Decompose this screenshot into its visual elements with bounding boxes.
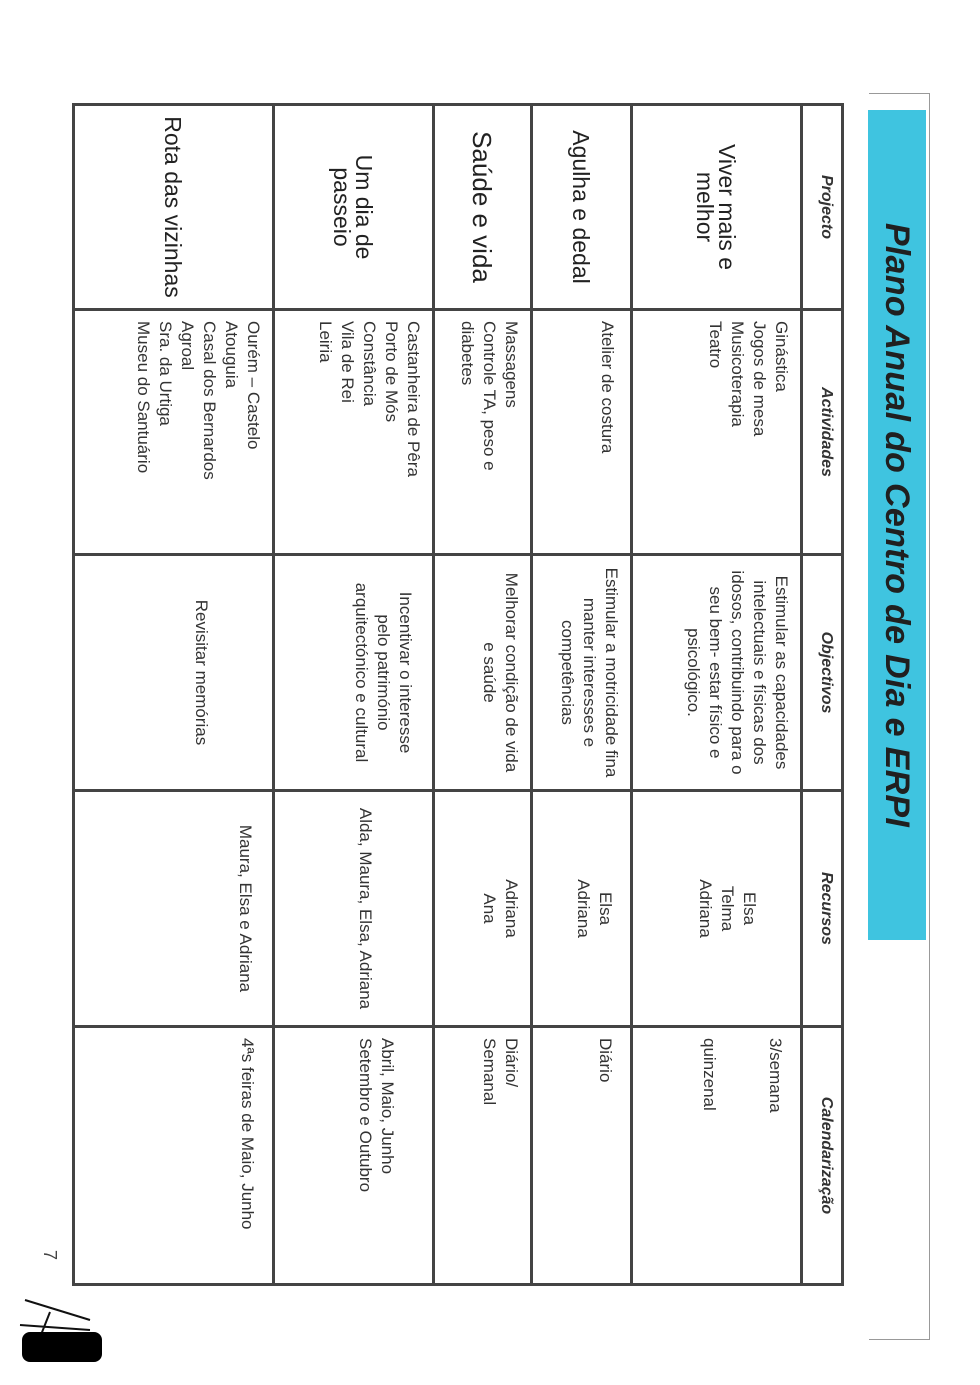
resource-item: Telma	[718, 885, 737, 932]
activity-item: Casal dos Bernardos	[200, 321, 219, 480]
activity-item: Atouguia	[222, 321, 241, 389]
objective-line: Melhorar condição de vida	[502, 572, 521, 773]
schedule-cell	[434, 1027, 532, 1285]
schedule-cell	[274, 1027, 434, 1285]
signature-mark	[15, 1290, 110, 1370]
schedule-item: Abril, Maio, Junho	[378, 1038, 397, 1175]
activity-item: Jogos de mesa	[750, 321, 769, 437]
project-cell: Viver mais e melhor	[632, 105, 802, 310]
header-actividades: Actividades	[802, 310, 843, 555]
objectives-cell	[74, 555, 274, 791]
objectives-cell	[532, 555, 632, 791]
activities-cell	[632, 310, 802, 555]
activity-item: Teatro	[706, 321, 725, 369]
activity-item: Ginástica	[772, 321, 791, 392]
objectives-cell	[434, 555, 532, 791]
objective-line: Revisitar memórias	[192, 599, 211, 746]
table-header-row	[802, 105, 843, 1285]
resources-cell	[434, 791, 532, 1027]
header-recursos: Recursos	[802, 791, 843, 1027]
objective-line: Incentivar o interesse	[396, 591, 415, 754]
schedule-cell	[532, 1027, 632, 1285]
schedule-item: 4ªs feiras de Maio, Junho	[238, 1038, 257, 1230]
table-row	[74, 105, 274, 1285]
activities-cell	[434, 310, 532, 555]
activity-item: Agroal	[178, 321, 197, 371]
table-row	[632, 105, 802, 1285]
activity-item: Constância	[360, 321, 379, 407]
schedule-item: quinzenal	[700, 1038, 719, 1111]
activities-cell	[74, 310, 274, 555]
page-title: Plano Anual do Centro de Dia e ERPI	[878, 222, 917, 828]
activity-item: Atelier de costura	[598, 321, 617, 454]
objective-line: competências	[558, 620, 577, 725]
objective-line: intelectuais e físicas dos	[750, 580, 769, 765]
activity-item: Porto de Mós	[382, 321, 401, 423]
objective-line: psicológico.	[684, 628, 703, 717]
activities-cell	[532, 310, 632, 555]
resource-item: Adriana	[574, 879, 593, 938]
activity-item: Castanheira de Pêra	[404, 321, 423, 477]
activity-item: Controle TA, peso e	[480, 321, 499, 471]
objective-line: seu bem- estar físico e	[706, 586, 725, 759]
activity-item: Massagens	[502, 321, 521, 408]
project-cell: Rota das vizinhas	[74, 105, 274, 310]
resource-item: Elsa	[596, 891, 615, 926]
schedule-cell	[632, 1027, 802, 1285]
activity-item: Museu do Santuário	[134, 321, 153, 474]
title-band	[868, 110, 926, 940]
schedule-cell	[74, 1027, 274, 1285]
schedule-item	[720, 1038, 742, 1273]
activity-item: Vila de Rei	[338, 321, 357, 403]
resource-item: Adriana	[696, 879, 715, 938]
resource-item: Maura, Elsa e Adriana	[236, 824, 255, 993]
resource-item: Ana	[480, 893, 499, 924]
activity-item: Leiria	[316, 321, 335, 363]
page-number: 7	[40, 1250, 60, 1261]
table-row	[274, 105, 434, 1285]
project-cell: Um dia de passeio	[274, 105, 434, 310]
objective-line: Estimular as capacidades	[772, 575, 791, 770]
objective-line: e saúde	[480, 642, 499, 703]
schedule-item: Semanal	[480, 1038, 499, 1106]
resource-item: Alda, Maura, Elsa, Adriana	[356, 807, 375, 1010]
schedule-item: 3/semana	[766, 1038, 785, 1113]
activity-item: Sra. da Urtiga	[156, 321, 175, 426]
schedule-item: Setembro e Outubro	[356, 1038, 375, 1193]
resource-item: Adriana	[502, 879, 521, 938]
objective-line: Estimular a motricidade fina	[602, 567, 621, 778]
resources-cell	[74, 791, 274, 1027]
project-cell: Agulha e dedal	[532, 105, 632, 310]
plan-table	[72, 103, 844, 1286]
objectives-cell	[274, 555, 434, 791]
header-objectivos: Objectivos	[802, 555, 843, 791]
objective-line: idosos, contribuindo para o	[728, 570, 747, 775]
header-projecto: Projecto	[802, 105, 843, 310]
activities-cell	[274, 310, 434, 555]
objectives-cell	[632, 555, 802, 791]
resources-cell	[632, 791, 802, 1027]
resources-cell	[274, 791, 434, 1027]
schedule-item: Diário/	[502, 1038, 521, 1088]
activity-item: diabetes	[458, 321, 477, 386]
objective-line: pelo património	[374, 614, 393, 731]
resource-item: Elsa	[740, 891, 759, 926]
activity-item: Ourém – Castelo	[244, 321, 263, 450]
header-calendarizacao: Calendarização	[802, 1027, 843, 1285]
objective-line: manter interesses e	[580, 597, 599, 748]
objective-line: arquitectónico e cultural	[352, 582, 371, 763]
activity-item: Musicoterapia	[728, 321, 747, 427]
project-cell: Saúde e vida	[434, 105, 532, 310]
table-row	[532, 105, 632, 1285]
resources-cell	[532, 791, 632, 1027]
table-row	[434, 105, 532, 1285]
schedule-item: Diário	[596, 1038, 615, 1083]
schedule-item	[742, 1038, 764, 1273]
